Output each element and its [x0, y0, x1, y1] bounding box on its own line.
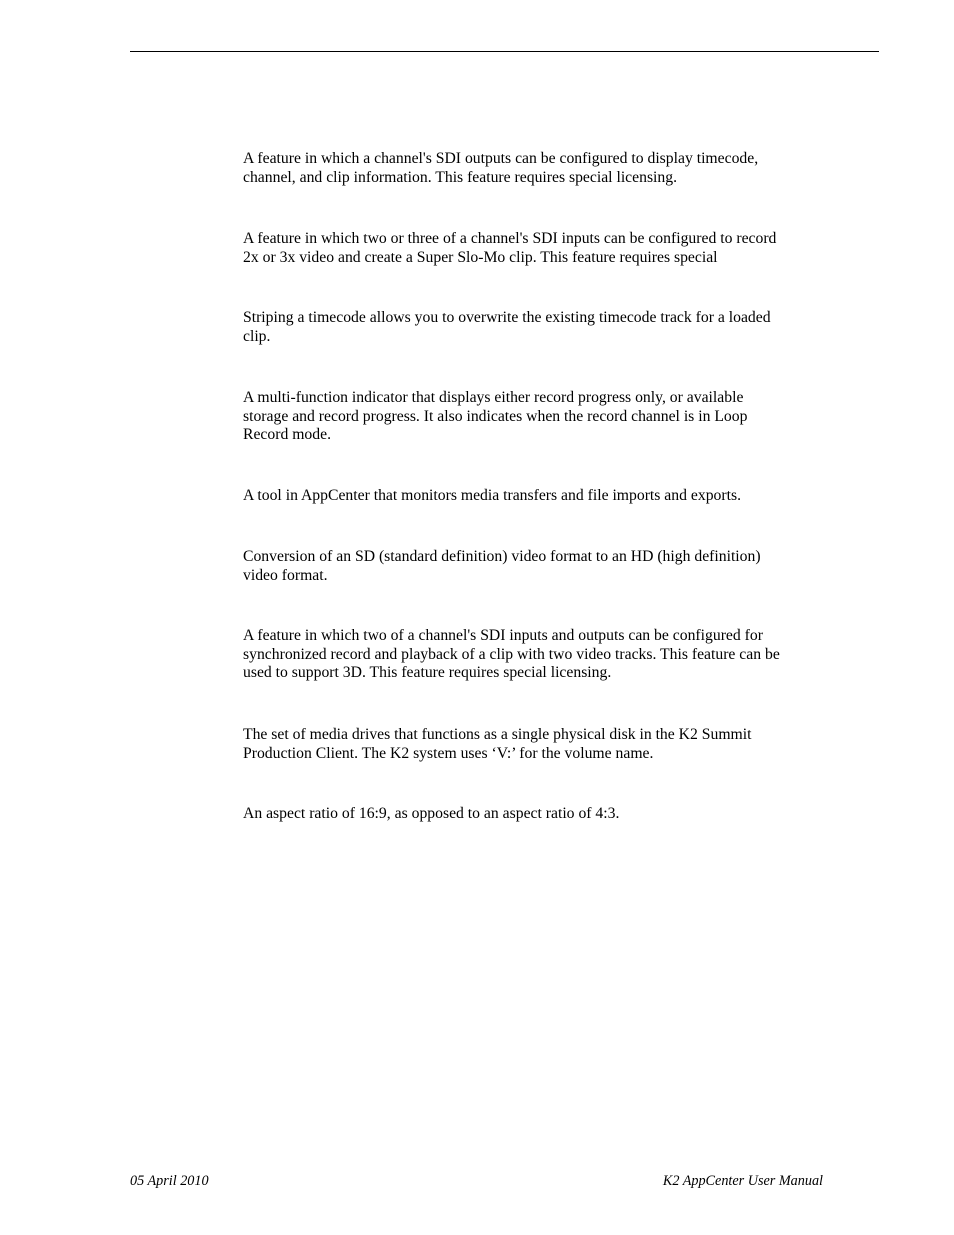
entry-text-line: Conversion of an SD (standard definition) video format to an HD (high definition) — [243, 548, 761, 565]
entry-text-line: clip. — [243, 327, 271, 345]
entry-text-line: A multi-function indicator that displays either record progress only, or available — [243, 389, 744, 406]
footer-date: 05 April 2010 — [130, 1173, 209, 1189]
glossary-entry — [243, 230, 828, 267]
entry-text-line: The set of media drives that functions as a single physical disk in the K2 Summit — [243, 726, 752, 743]
glossary-entry — [243, 726, 828, 763]
entry-text-line: Striping a timecode allows you to overwrite the existing timecode track for a loaded — [243, 309, 771, 326]
glossary-entry — [243, 150, 828, 187]
entry-text-line: storage and record progress. It also indicates when the record channel is in Loop — [243, 407, 748, 425]
entry-text-line: synchronized record and playback of a clip with two video tracks. This feature can be — [243, 645, 780, 663]
entry-text-line: An aspect ratio of 16:9, as opposed to an aspect ratio of 4:3. — [243, 805, 620, 822]
footer-manual-title: K2 AppCenter User Manual — [662, 1173, 823, 1189]
entry-text-line: 2x or 3x video and create a Super Slo-Mo clip. This feature requires special — [243, 248, 718, 266]
glossary-entry — [243, 389, 828, 445]
entry-text-line: A tool in AppCenter that monitors media transfers and file imports and exports. — [243, 487, 741, 504]
entry-text-line: channel, and clip information. This feature requires special licensing. — [243, 168, 678, 186]
glossary-entry — [243, 627, 828, 683]
entry-text-line: A feature in which two or three of a channel's SDI inputs can be configured to record — [243, 230, 777, 247]
entry-text-line: Record mode. — [243, 426, 331, 444]
glossary-entry — [243, 487, 828, 506]
entry-text-line: used to support 3D. This feature requires special licensing. — [243, 664, 612, 682]
entry-text-line: A feature in which two of a channel's SDI inputs and outputs can be configured for — [243, 627, 763, 644]
glossary-entry — [243, 548, 828, 585]
entry-text-line: video format. — [243, 566, 328, 584]
glossary-entry — [243, 805, 828, 824]
entry-text-line: Production Client. The K2 system uses ‘V:’ for the volume name. — [243, 744, 654, 762]
entry-text-line: A feature in which a channel's SDI outputs can be configured to display timecode, — [243, 150, 759, 167]
glossary-entry — [243, 309, 828, 346]
header-rule — [130, 51, 879, 52]
